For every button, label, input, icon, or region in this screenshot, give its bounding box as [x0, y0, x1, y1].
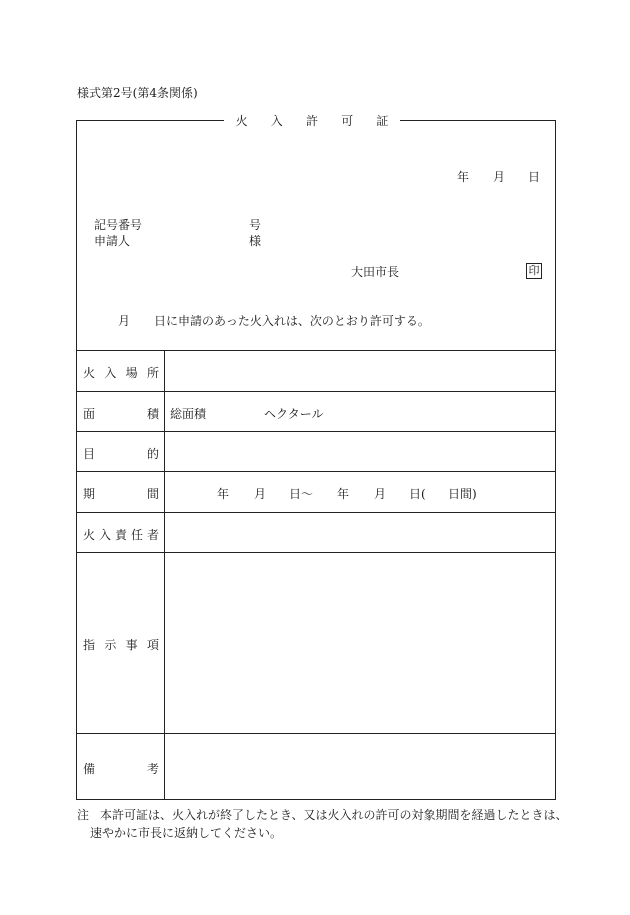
row-instructions	[76, 552, 556, 733]
title-char: 可	[341, 114, 354, 128]
date-day: 日	[528, 170, 541, 184]
record-number-suffix: 号	[249, 218, 262, 232]
row-label: 火 入 場 所	[83, 366, 159, 380]
period-end-year: 年	[337, 487, 350, 501]
note-line-2: 速やかに市長に返納してください。	[90, 826, 283, 840]
row-label: 備 考	[83, 762, 159, 776]
row-label: 目 的	[83, 447, 159, 461]
date-month: 月	[493, 170, 506, 184]
details-table	[76, 350, 556, 800]
period-end-day: 日(	[409, 487, 426, 501]
record-number-label: 記号番号	[94, 218, 143, 232]
row-purpose	[76, 431, 556, 471]
title-char: 火	[235, 114, 248, 128]
row-label: 期 間	[83, 487, 159, 501]
row-label: 火 入 責 任 者	[83, 528, 159, 542]
area-total-label: 総面積	[170, 407, 207, 421]
row-label: 面 積	[83, 407, 159, 421]
seal-stamp: 印	[526, 263, 542, 279]
note-prefix: 注	[77, 808, 90, 822]
row-remarks	[76, 733, 556, 800]
period-start-year: 年	[217, 487, 230, 501]
period-start-day: 日〜	[289, 487, 314, 501]
period-day-count: 日間)	[448, 487, 477, 501]
row-area	[76, 391, 556, 431]
applicant-honorific: 様	[249, 234, 262, 248]
area-unit: ヘクタール	[264, 407, 324, 421]
statement-month: 月	[118, 314, 131, 328]
title-char: 入	[270, 114, 283, 128]
row-label: 指 示 事 項	[83, 638, 159, 652]
row-responsible-person	[76, 512, 556, 552]
applicant-label: 申請人	[94, 234, 131, 248]
date-year: 年	[457, 170, 470, 184]
period-start-month: 月	[254, 487, 267, 501]
row-location	[76, 350, 556, 391]
title-char: 許	[305, 114, 318, 128]
title-char: 証	[376, 114, 389, 128]
period-end-month: 月	[374, 487, 387, 501]
form-number-label: 様式第2号(第4条関係)	[77, 86, 198, 100]
statement-text: 日に申請のあった火入れは、次のとおり許可する。	[154, 314, 430, 328]
issuer-name: 大田市長	[351, 265, 400, 279]
row-period	[76, 471, 556, 512]
note-line-1: 本許可証は、火入れが終了したとき、又は火入れの許可の対象期間を経過したときは、	[100, 808, 568, 822]
